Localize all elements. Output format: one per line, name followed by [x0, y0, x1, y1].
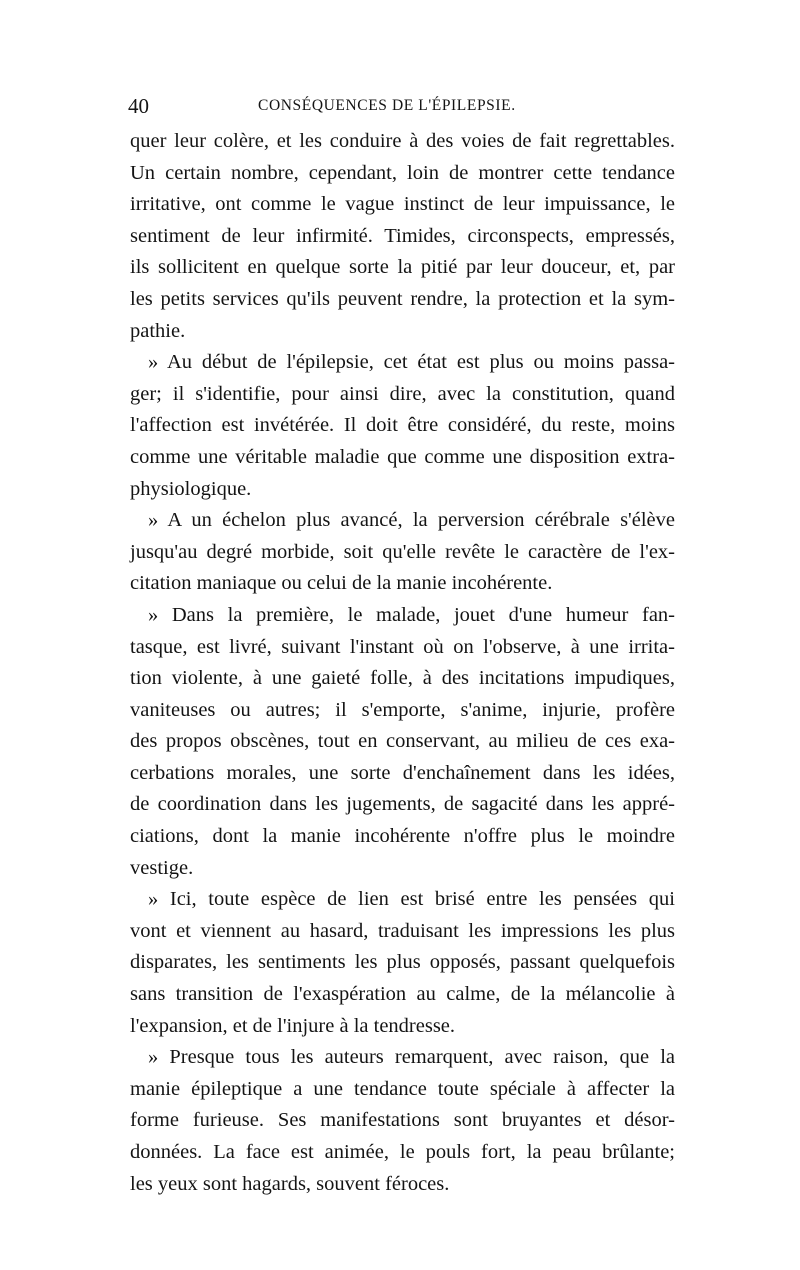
text-line: physiologique.: [130, 477, 252, 500]
running-head: [128, 93, 668, 119]
text-line: de coordination dans les jugements, de sagacité dans les appré-: [130, 793, 675, 816]
text-line: pathie.: [130, 319, 186, 342]
text-line: tion violente, à une gaieté folle, à des incitations impudiques,: [130, 667, 675, 690]
text-line: » A un échelon plus avancé, la perversion cérébrale s'élève: [148, 509, 675, 532]
text-line: vaniteuses ou autres; il s'emporte, s'anime, injurie, profère: [130, 698, 675, 721]
text-line: vont et viennent au hasard, traduisant les impressions les plus: [130, 919, 675, 942]
text-line: ciations, dont la manie incohérente n'offre plus le moindre: [130, 825, 675, 848]
text-line: des propos obscènes, tout en conservant, au milieu de ces exa-: [130, 730, 675, 753]
text-line: manie épileptique a une tendance toute spéciale à affecter la: [130, 1077, 675, 1100]
text-line: irritative, ont comme le vague instinct de leur impuissance, le: [130, 193, 675, 216]
text-line: » Au début de l'épilepsie, cet état est plus ou moins passa-: [148, 351, 675, 374]
text-line: » Dans la première, le malade, jouet d'une humeur fan-: [148, 603, 675, 626]
text-line: les yeux sont hagards, souvent féroces.: [130, 1172, 450, 1195]
text-line: l'expansion, et de l'injure à la tendresse.: [130, 1014, 456, 1037]
text-line: disparates, les sentiments les plus opposés, passant quelquefois: [130, 951, 675, 974]
running-title: CONSÉQUENCES DE L'ÉPILEPSIE.: [258, 97, 516, 114]
text-line: » Ici, toute espèce de lien est brisé entre les pensées qui: [148, 888, 675, 911]
text-line: comme une véritable maladie que comme une disposition extra-: [130, 445, 675, 468]
text-line: ger; il s'identifie, pour ainsi dire, avec la constitution, quand: [130, 382, 675, 405]
text-line: ils sollicitent en quelque sorte la pitié par leur douceur, et, par: [130, 256, 675, 279]
text-line: vestige.: [130, 856, 194, 879]
text-line: Un certain nombre, cependant, loin de montrer cette tendance: [130, 161, 675, 184]
text-line: sans transition de l'exaspération au calme, de la mélancolie à: [130, 983, 675, 1006]
text-line: » Presque tous les auteurs remarquent, avec raison, que la: [148, 1046, 675, 1069]
text-line: données. La face est animée, le pouls fort, la peau brûlante;: [130, 1141, 675, 1163]
text-line: forme furieuse. Ses manifestations sont bruyantes et désor-: [130, 1109, 675, 1132]
text-line: jusqu'au degré morbide, soit qu'elle revête le caractère de l'ex-: [130, 540, 675, 563]
text-line: sentiment de leur infirmité. Timides, circonspects, empressés,: [130, 224, 675, 247]
text-line: quer leur colère, et les conduire à des voies de fait regrettables.: [130, 130, 675, 152]
body-text: [130, 126, 675, 1200]
text-line: les petits services qu'ils peuvent rendre, la protection et la sym-: [130, 287, 675, 310]
text-line: tasque, est livré, suivant l'instant où on l'observe, à une irrita-: [130, 635, 675, 658]
text-line: cerbations morales, une sorte d'enchaînement dans les idées,: [130, 761, 675, 784]
page-number: 40: [128, 94, 149, 118]
text-line: citation maniaque ou celui de la manie incohérente.: [130, 572, 553, 595]
text-line: l'affection est invétérée. Il doit être considéré, du reste, moins: [130, 414, 675, 437]
